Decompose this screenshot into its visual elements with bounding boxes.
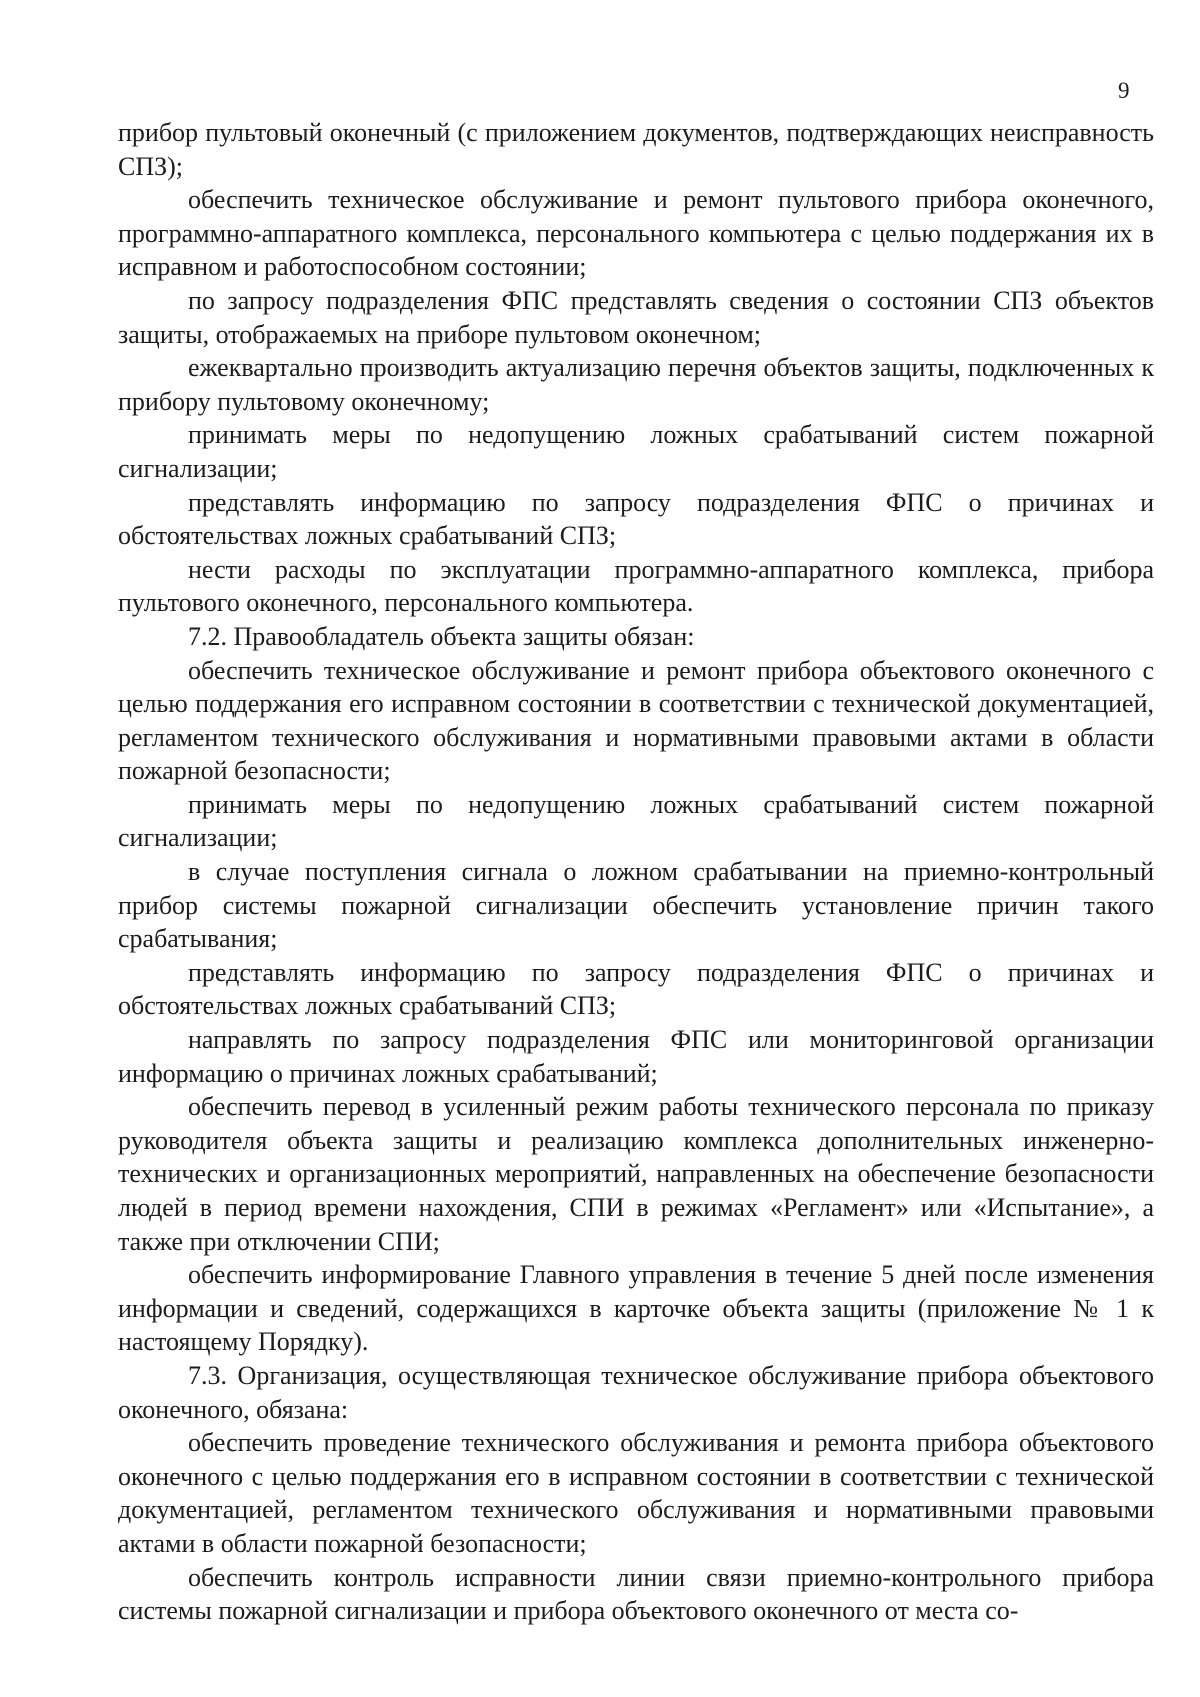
- paragraph: принимать меры по недопущению ложных срабатываний систем пожарной сигнализации;: [118, 789, 1154, 853]
- paragraph: обеспечить перевод в усиленный режим работы технического персонала по приказу руководителя объекта защиты и реализацию комплекса дополнительных инженерно-технических и организационных мероприятий, направленных на обеспечение безопасности людей в период времени нахождения, СПИ в режимах «Регламент» или «Испытание», а также при отключении СПИ;: [118, 1092, 1154, 1256]
- paragraph: ежеквартально производить актуализацию перечня объектов защиты, подключенных к прибору пультовому оконечному;: [118, 353, 1154, 416]
- paragraph: по запросу подразделения ФПС представлять сведения о состоянии СПЗ объектов защиты, отображаемых на приборе пультовом оконечном;: [118, 285, 1154, 349]
- paragraph: обеспечить проведение технического обслуживания и ремонта прибора объектового оконечного с целью поддержания его в исправном состоянии в соответствии с технической документацией, регламентом технического обслуживания и нормативными правовыми актами в области пожарной безопасности;: [118, 1428, 1154, 1558]
- document-body: [118, 116, 1154, 1628]
- page-number: 9: [1118, 78, 1130, 103]
- paragraph: представлять информацию по запросу подразделения ФПС о причинах и обстоятельствах ложных срабатываний СПЗ;: [118, 957, 1154, 1021]
- paragraph: нести расходы по эксплуатации программно-аппаратного комплекса, прибора пультового оконечного, персонального компьютера.: [118, 554, 1154, 618]
- paragraph: обеспечить техническое обслуживание и ремонт пультового прибора оконечного, программно-аппаратного комплекса, персонального компьютера с целью поддержания их в исправном и работоспособном состоянии;: [118, 185, 1154, 282]
- paragraph: представлять информацию по запросу подразделения ФПС о причинах и обстоятельствах ложных срабатываний СПЗ;: [118, 487, 1154, 551]
- paragraph: обеспечить техническое обслуживание и ремонт прибора объектового оконечного с целью поддержания его исправном состоянии в соответствии с технической документацией, регламентом технического обслуживания и нормативными правовыми актами в области пожарной безопасности;: [118, 655, 1154, 786]
- paragraph: обеспечить контроль исправности линии связи приемно-контрольного прибора системы пожарной сигнализации и прибора объектового оконечного от места со-: [118, 1562, 1154, 1626]
- paragraph: направлять по запросу подразделения ФПС или мониторинговой организации информацию о причинах ложных срабатываний;: [118, 1025, 1154, 1088]
- section-heading: 7.3. Организация, осуществляющая техническое обслуживание прибора объектового оконечного, обязана:: [118, 1360, 1154, 1424]
- paragraph: принимать меры по недопущению ложных срабатываний систем пожарной сигнализации;: [118, 420, 1154, 483]
- paragraph: в случае поступления сигнала о ложном срабатывании на приемно-контрольный прибор системы пожарной сигнализации обеспечить установление причин такого срабатывания;: [118, 857, 1154, 954]
- paragraph: обеспечить информирование Главного управления в течение 5 дней после изменения информации и сведений, содержащихся в карточке объекта защиты (приложение № 1 к настоящему Порядку).: [118, 1260, 1154, 1357]
- section-heading: 7.2. Правообладатель объекта защиты обязан:: [188, 621, 695, 651]
- paragraph-continuation: прибор пультовый оконечный (с приложением документов, подтверждающих неисправность СПЗ);: [118, 118, 1154, 181]
